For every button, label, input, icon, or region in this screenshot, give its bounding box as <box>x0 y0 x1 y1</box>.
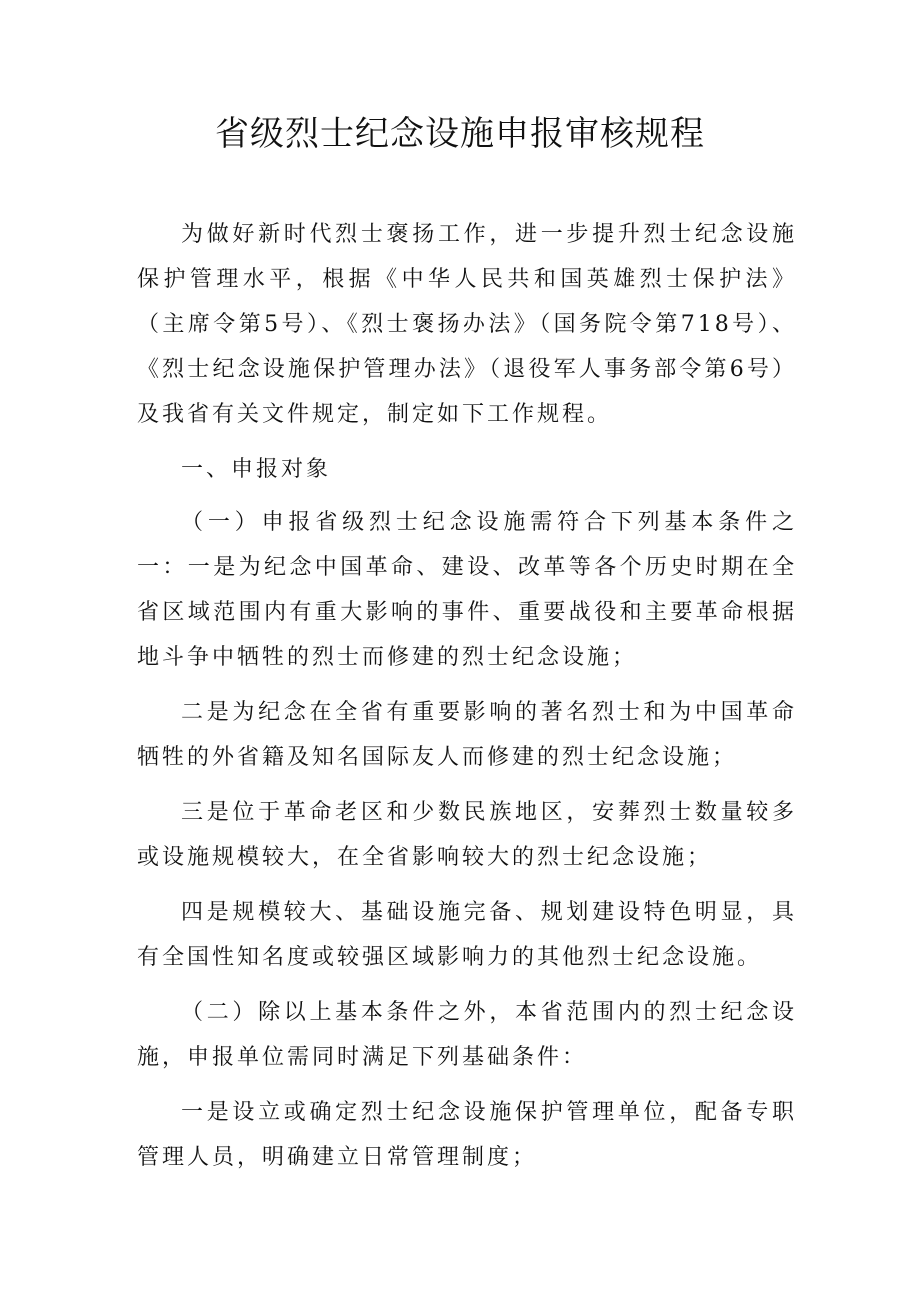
document-title: 省级烈士纪念设施申报审核规程 <box>215 114 705 154</box>
condition-two-paragraph: 二是为纪念在全省有重要影响的著名烈士和为中国革命牺牲的外省籍及知名国际友人而修建的烈士纪念设施； <box>137 700 797 770</box>
intro-paragraph: 为做好新时代烈士褒扬工作，进一步提升烈士纪念设施保护管理水平，根据《中华人民共和国英雄烈士保护法》（主席令第5号）、《烈士褒扬办法》（国务院令第718号）、《烈士纪念设施保护管理办法》（退役军人事务部令第6号）及我省有关文件规定，制定如下工作规程。 <box>137 222 797 427</box>
condition-four-paragraph: 四是规模较大、基础设施完备、规划建设特色明显，具有全国性知名度或较强区域影响力的其他烈士纪念设施。 <box>137 900 797 970</box>
section-heading-application-target: 一、申报对象 <box>181 457 332 482</box>
foundation-conditions-paragraph: （二）除以上基本条件之外，本省范围内的烈士纪念设施，申报单位需同时满足下列基础条件： <box>137 1000 797 1070</box>
foundation-condition-one-paragraph: 一是设立或确定烈士纪念设施保护管理单位，配备专职管理人员，明确建立日常管理制度； <box>137 1100 797 1170</box>
document-body <box>137 212 797 1190</box>
condition-three-paragraph: 三是位于革命老区和少数民族地区，安葬烈士数量较多或设施规模较大，在全省影响较大的烈士纪念设施； <box>137 800 797 870</box>
basic-conditions-paragraph: （一）申报省级烈士纪念设施需符合下列基本条件之一：一是为纪念中国革命、建设、改革等各个历史时期在全省区域范围内有重大影响的事件、重要战役和主要革命根据地斗争中牺牲的烈士而修建的烈士纪念设施； <box>137 510 797 670</box>
